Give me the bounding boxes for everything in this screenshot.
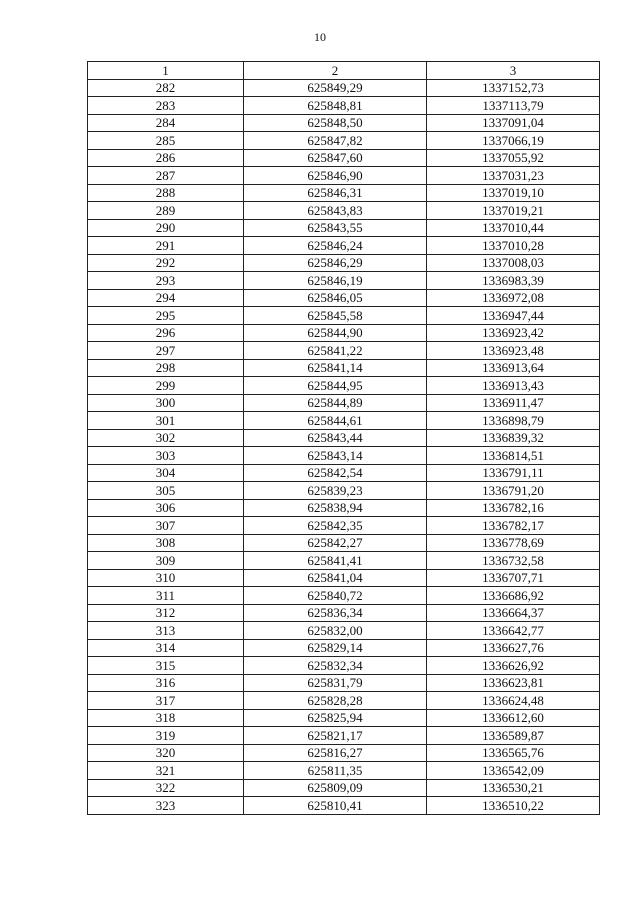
point-number-cell: 286 — [88, 149, 244, 167]
x-coordinate-cell: 625829,14 — [244, 639, 427, 657]
y-coordinate-cell: 1336898,79 — [427, 412, 600, 430]
table-row — [88, 97, 600, 115]
column-header-3: 3 — [427, 62, 600, 80]
y-coordinate-cell: 1336542,09 — [427, 762, 600, 780]
table-row — [88, 622, 600, 640]
x-coordinate-cell: 625846,24 — [244, 237, 427, 255]
x-coordinate-cell: 625846,19 — [244, 272, 427, 290]
point-number-cell: 304 — [88, 464, 244, 482]
x-coordinate-cell: 625844,61 — [244, 412, 427, 430]
column-header-1: 1 — [88, 62, 244, 80]
point-number-cell: 297 — [88, 342, 244, 360]
table-row — [88, 289, 600, 307]
point-number-cell: 322 — [88, 779, 244, 797]
point-number-cell: 284 — [88, 114, 244, 132]
point-number-cell: 283 — [88, 97, 244, 115]
y-coordinate-cell: 1336664,37 — [427, 604, 600, 622]
y-coordinate-cell: 1337019,10 — [427, 184, 600, 202]
point-number-cell: 316 — [88, 674, 244, 692]
point-number-cell: 320 — [88, 744, 244, 762]
point-number-cell: 282 — [88, 79, 244, 97]
column-header-2: 2 — [244, 62, 427, 80]
table-row — [88, 569, 600, 587]
point-number-cell: 318 — [88, 709, 244, 727]
table-row — [88, 552, 600, 570]
x-coordinate-cell: 625843,44 — [244, 429, 427, 447]
table-row — [88, 219, 600, 237]
table-row — [88, 499, 600, 517]
point-number-cell: 289 — [88, 202, 244, 220]
table-row — [88, 604, 600, 622]
point-number-cell: 309 — [88, 552, 244, 570]
point-number-cell: 301 — [88, 412, 244, 430]
point-number-cell: 290 — [88, 219, 244, 237]
x-coordinate-cell: 625842,54 — [244, 464, 427, 482]
point-number-cell: 292 — [88, 254, 244, 272]
table-row — [88, 377, 600, 395]
x-coordinate-cell: 625831,79 — [244, 674, 427, 692]
point-number-cell: 298 — [88, 359, 244, 377]
point-number-cell: 311 — [88, 587, 244, 605]
y-coordinate-cell: 1336814,51 — [427, 447, 600, 465]
x-coordinate-cell: 625844,95 — [244, 377, 427, 395]
y-coordinate-cell: 1336839,32 — [427, 429, 600, 447]
y-coordinate-cell: 1336626,92 — [427, 657, 600, 675]
point-number-cell: 319 — [88, 727, 244, 745]
point-number-cell: 293 — [88, 272, 244, 290]
table-row — [88, 254, 600, 272]
table-row — [88, 149, 600, 167]
y-coordinate-cell: 1337066,19 — [427, 132, 600, 150]
point-number-cell: 305 — [88, 482, 244, 500]
x-coordinate-cell: 625848,81 — [244, 97, 427, 115]
y-coordinate-cell: 1336530,21 — [427, 779, 600, 797]
point-number-cell: 313 — [88, 622, 244, 640]
y-coordinate-cell: 1337113,79 — [427, 97, 600, 115]
table-row — [88, 482, 600, 500]
x-coordinate-cell: 625846,05 — [244, 289, 427, 307]
table-body — [88, 79, 600, 814]
table-row — [88, 394, 600, 412]
point-number-cell: 306 — [88, 499, 244, 517]
table-header — [88, 62, 600, 80]
y-coordinate-cell: 1336947,44 — [427, 307, 600, 325]
x-coordinate-cell: 625832,34 — [244, 657, 427, 675]
table-row — [88, 797, 600, 815]
x-coordinate-cell: 625821,17 — [244, 727, 427, 745]
point-number-cell: 303 — [88, 447, 244, 465]
y-coordinate-cell: 1336510,22 — [427, 797, 600, 815]
point-number-cell: 300 — [88, 394, 244, 412]
x-coordinate-cell: 625841,22 — [244, 342, 427, 360]
x-coordinate-cell: 625842,27 — [244, 534, 427, 552]
y-coordinate-cell: 1337152,73 — [427, 79, 600, 97]
x-coordinate-cell: 625848,50 — [244, 114, 427, 132]
x-coordinate-cell: 625838,94 — [244, 499, 427, 517]
x-coordinate-cell: 625843,14 — [244, 447, 427, 465]
x-coordinate-cell: 625849,29 — [244, 79, 427, 97]
x-coordinate-cell: 625846,90 — [244, 167, 427, 185]
y-coordinate-cell: 1336686,92 — [427, 587, 600, 605]
table-row — [88, 709, 600, 727]
x-coordinate-cell: 625816,27 — [244, 744, 427, 762]
table-row — [88, 517, 600, 535]
x-coordinate-cell: 625832,00 — [244, 622, 427, 640]
x-coordinate-cell: 625842,35 — [244, 517, 427, 535]
y-coordinate-cell: 1337010,28 — [427, 237, 600, 255]
y-coordinate-cell: 1336624,48 — [427, 692, 600, 710]
x-coordinate-cell: 625828,28 — [244, 692, 427, 710]
x-coordinate-cell: 625843,55 — [244, 219, 427, 237]
table-row — [88, 429, 600, 447]
y-coordinate-cell: 1336612,60 — [427, 709, 600, 727]
table-row — [88, 132, 600, 150]
y-coordinate-cell: 1336778,69 — [427, 534, 600, 552]
x-coordinate-cell: 625836,34 — [244, 604, 427, 622]
y-coordinate-cell: 1336923,48 — [427, 342, 600, 360]
x-coordinate-cell: 625841,04 — [244, 569, 427, 587]
table-row — [88, 202, 600, 220]
x-coordinate-cell: 625846,31 — [244, 184, 427, 202]
point-number-cell: 310 — [88, 569, 244, 587]
point-number-cell: 291 — [88, 237, 244, 255]
table-row — [88, 237, 600, 255]
x-coordinate-cell: 625846,29 — [244, 254, 427, 272]
x-coordinate-cell: 625844,90 — [244, 324, 427, 342]
x-coordinate-cell: 625825,94 — [244, 709, 427, 727]
y-coordinate-cell: 1336732,58 — [427, 552, 600, 570]
point-number-cell: 317 — [88, 692, 244, 710]
coordinates-table — [87, 61, 600, 815]
table-row — [88, 744, 600, 762]
table-row — [88, 184, 600, 202]
table-row — [88, 534, 600, 552]
x-coordinate-cell: 625843,83 — [244, 202, 427, 220]
point-number-cell: 312 — [88, 604, 244, 622]
table-row — [88, 762, 600, 780]
point-number-cell: 321 — [88, 762, 244, 780]
point-number-cell: 295 — [88, 307, 244, 325]
point-number-cell: 299 — [88, 377, 244, 395]
x-coordinate-cell: 625847,82 — [244, 132, 427, 150]
y-coordinate-cell: 1336913,43 — [427, 377, 600, 395]
x-coordinate-cell: 625811,35 — [244, 762, 427, 780]
table-row — [88, 447, 600, 465]
table-row — [88, 272, 600, 290]
x-coordinate-cell: 625847,60 — [244, 149, 427, 167]
x-coordinate-cell: 625841,41 — [244, 552, 427, 570]
x-coordinate-cell: 625839,23 — [244, 482, 427, 500]
x-coordinate-cell: 625840,72 — [244, 587, 427, 605]
table-row — [88, 412, 600, 430]
page-number: 10 — [314, 30, 326, 44]
y-coordinate-cell: 1336913,64 — [427, 359, 600, 377]
table-row — [88, 692, 600, 710]
x-coordinate-cell: 625809,09 — [244, 779, 427, 797]
y-coordinate-cell: 1337031,23 — [427, 167, 600, 185]
x-coordinate-cell: 625841,14 — [244, 359, 427, 377]
table-row — [88, 342, 600, 360]
point-number-cell: 296 — [88, 324, 244, 342]
table-row — [88, 727, 600, 745]
table-row — [88, 79, 600, 97]
table-row — [88, 324, 600, 342]
y-coordinate-cell: 1336791,20 — [427, 482, 600, 500]
table-row — [88, 307, 600, 325]
x-coordinate-cell: 625844,89 — [244, 394, 427, 412]
y-coordinate-cell: 1336589,87 — [427, 727, 600, 745]
y-coordinate-cell: 1336791,11 — [427, 464, 600, 482]
y-coordinate-cell: 1336565,76 — [427, 744, 600, 762]
table-row — [88, 167, 600, 185]
point-number-cell: 323 — [88, 797, 244, 815]
point-number-cell: 287 — [88, 167, 244, 185]
header-row — [88, 62, 600, 80]
y-coordinate-cell: 1336623,81 — [427, 674, 600, 692]
point-number-cell: 314 — [88, 639, 244, 657]
table-row — [88, 657, 600, 675]
y-coordinate-cell: 1337008,03 — [427, 254, 600, 272]
y-coordinate-cell: 1337019,21 — [427, 202, 600, 220]
point-number-cell: 294 — [88, 289, 244, 307]
table-row — [88, 114, 600, 132]
table-row — [88, 674, 600, 692]
y-coordinate-cell: 1337010,44 — [427, 219, 600, 237]
point-number-cell: 285 — [88, 132, 244, 150]
point-number-cell: 288 — [88, 184, 244, 202]
y-coordinate-cell: 1336972,08 — [427, 289, 600, 307]
point-number-cell: 302 — [88, 429, 244, 447]
table-row — [88, 639, 600, 657]
y-coordinate-cell: 1336707,71 — [427, 569, 600, 587]
point-number-cell: 315 — [88, 657, 244, 675]
point-number-cell: 307 — [88, 517, 244, 535]
y-coordinate-cell: 1336642,77 — [427, 622, 600, 640]
y-coordinate-cell: 1336627,76 — [427, 639, 600, 657]
y-coordinate-cell: 1336782,16 — [427, 499, 600, 517]
y-coordinate-cell: 1337055,92 — [427, 149, 600, 167]
table-row — [88, 359, 600, 377]
y-coordinate-cell: 1336911,47 — [427, 394, 600, 412]
x-coordinate-cell: 625845,58 — [244, 307, 427, 325]
y-coordinate-cell: 1337091,04 — [427, 114, 600, 132]
x-coordinate-cell: 625810,41 — [244, 797, 427, 815]
table-row — [88, 587, 600, 605]
table-row — [88, 779, 600, 797]
y-coordinate-cell: 1336983,39 — [427, 272, 600, 290]
y-coordinate-cell: 1336782,17 — [427, 517, 600, 535]
table-row — [88, 464, 600, 482]
y-coordinate-cell: 1336923,42 — [427, 324, 600, 342]
point-number-cell: 308 — [88, 534, 244, 552]
